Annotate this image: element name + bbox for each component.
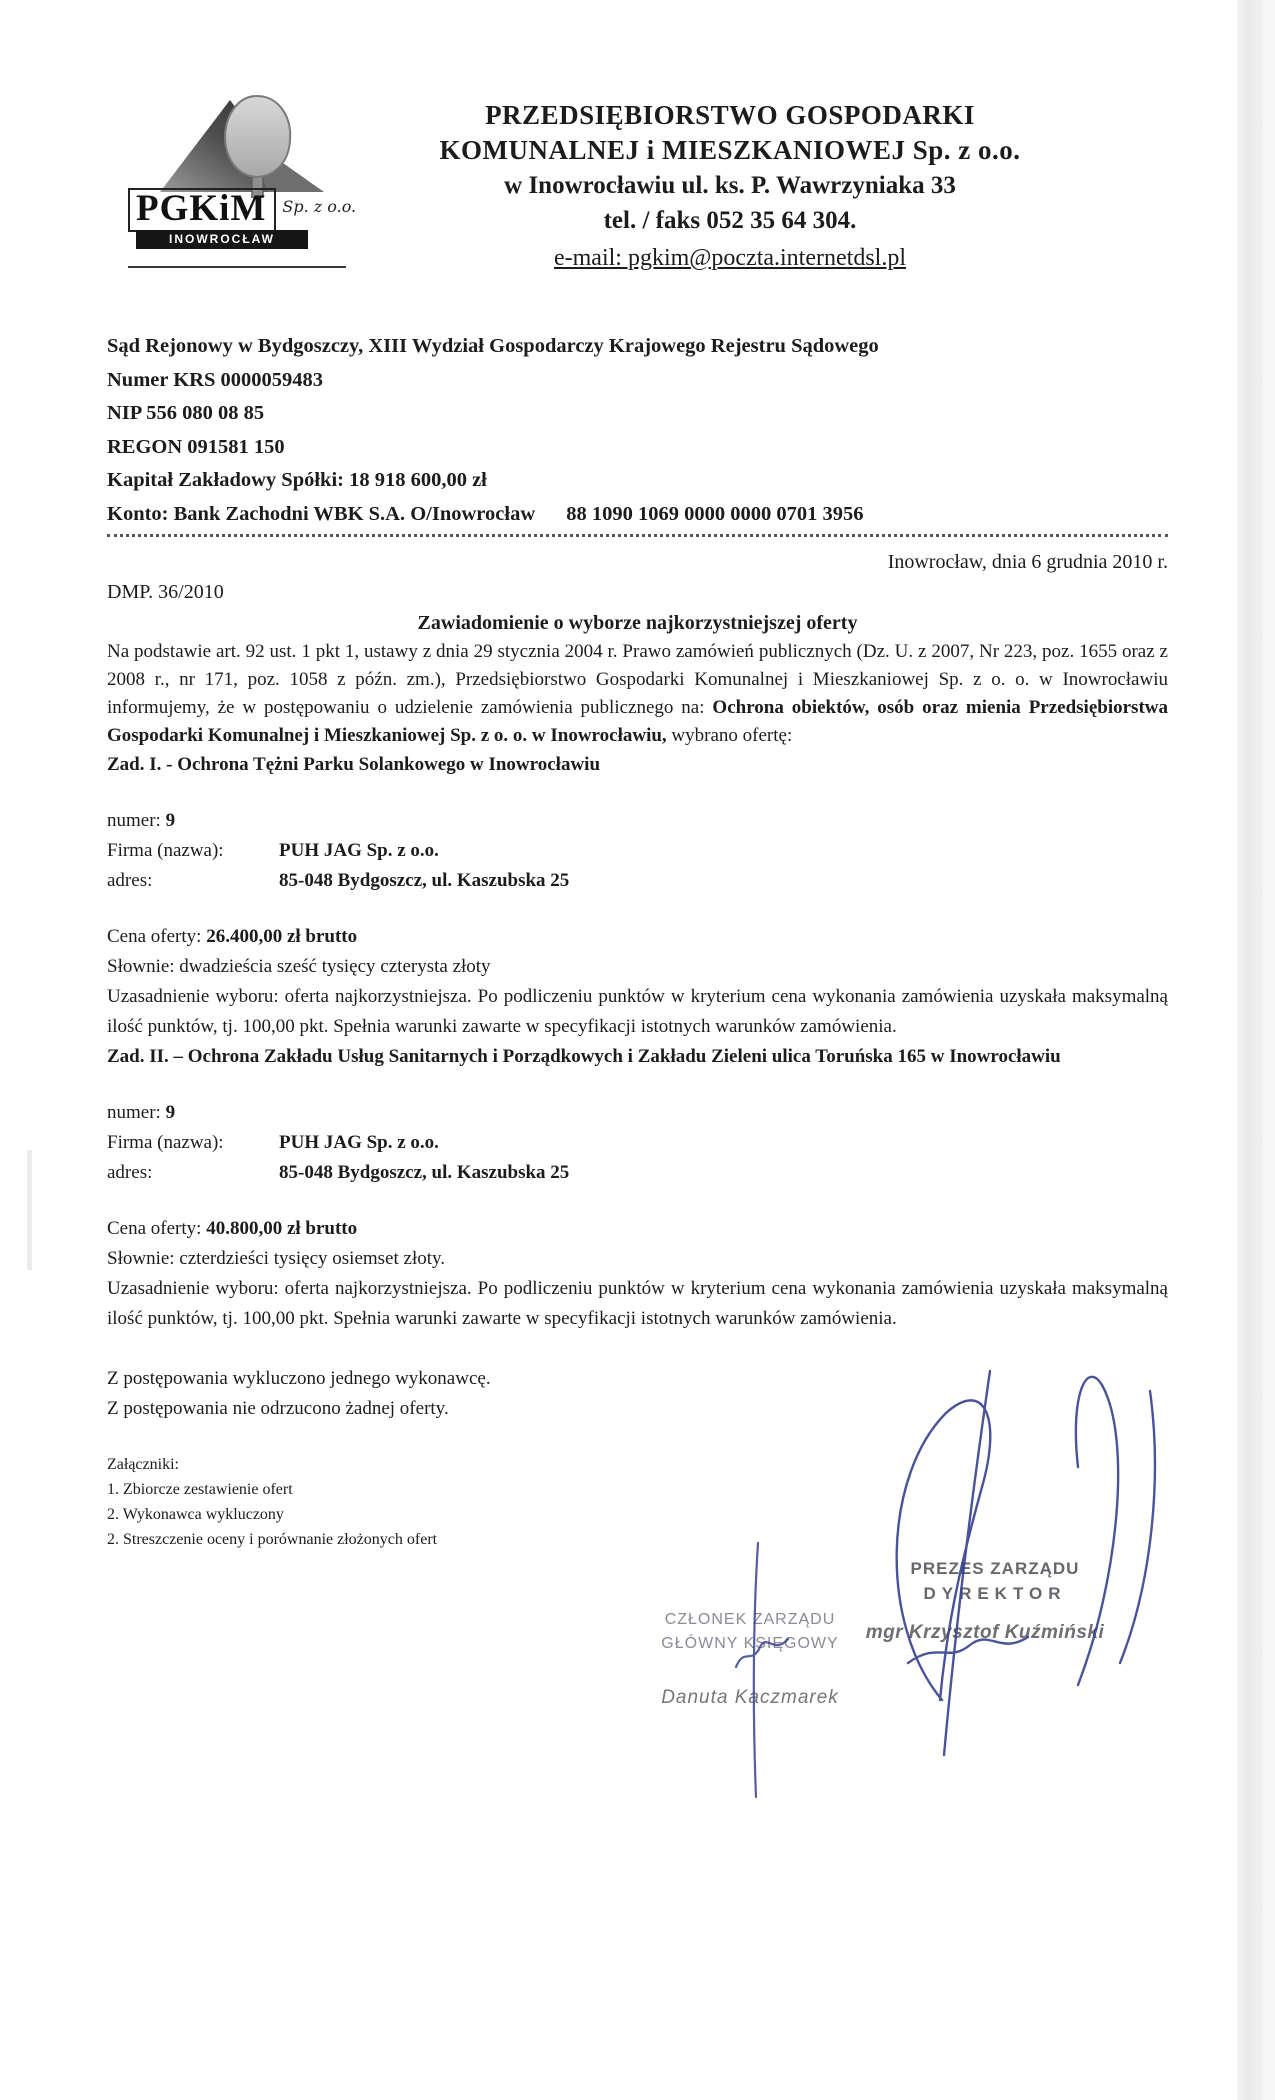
registry-nip: NIP 556 080 08 85 [107,402,265,424]
scan-smudge-artifact [27,1150,32,1270]
task1-heading: Zad. I. - Ochrona Tężni Parku Solankowego w Inowrocławiu [107,754,601,775]
logo-city-band: INOWROCŁAW [136,230,308,249]
logo-acronym: PGKiM [128,188,276,232]
task1-firm-label: Firma (nazwa): [107,840,224,861]
left-role-line1: CZŁONEK ZARZĄDU [664,1611,836,1628]
task2-address-value: 85-048 Bydgoszcz, ul. Kaszubska 25 [279,1162,570,1183]
attachment-item: 1. Zbiorcze zestawienie ofert [107,1481,293,1498]
task2-price-value: 40.800,00 zł brutto [206,1218,358,1239]
right-signature-stamp [865,1556,1110,1645]
task2-price-label: Cena oferty: [107,1218,202,1239]
task2-firm-row [107,1128,1168,1158]
task1-identification [107,806,1168,896]
task2-address-label: adres: [107,1162,153,1183]
left-signatory-name: Danuta Kaczmarek [661,1687,839,1708]
task2-firm-label: Firma (nazwa): [107,1132,224,1153]
registry-court: Sąd Rejonowy w Bydgoszczy, XIII Wydział Gospodarczy Krajowego Rejestru Sądowego [107,335,879,357]
left-role-line2: GŁÓWNY KSIĘGOWY [661,1635,839,1652]
task2-number-row [107,1098,1168,1128]
task2-justification: Uzasadnienie wyboru: oferta najkorzystniejsza. Po podliczeniu punktów w kryterium cena wykonania zamówienia uzyskała maksymalną ilość punktów, tj. 100,00 pkt. Spełnia warunki zawarte w specyfikacji istotnych warunków zamówienia. [107,1278,1168,1329]
company-phone-line: tel. / faks 052 35 64 304. [603,207,857,234]
task1-price-value: 26.400,00 zł brutto [206,926,358,947]
task1-address-row [107,866,1168,896]
task1-firm-value: PUH JAG Sp. z o.o. [279,840,439,861]
registry-krs: Numer KRS 0000059483 [107,368,324,391]
task1-number-label: numer: [107,810,161,831]
registry-account [107,498,1168,532]
task1-number-row [107,806,1168,836]
task2-offer-details [107,1214,1168,1334]
company-name-line2: KOMUNALNEJ i MIESZKANIOWEJ Sp. z o.o. [439,135,1021,165]
date-line: Inowrocław, dnia 6 grudnia 2010 r. [887,551,1168,573]
company-address-line: w Inowrocławiu ul. ks. P. Wawrzyniaka 33 [504,172,956,199]
task2-number-label: numer: [107,1102,161,1123]
task2-identification [107,1098,1168,1188]
logo-suffix: Sp. z o.o. [282,197,357,216]
registry-account-label: Konto: Bank Zachodni WBK S.A. O/Inowrocław [107,502,536,525]
task1-number-value: 9 [165,810,176,831]
intro-tail-text: wybrano ofertę: [666,725,793,746]
scan-edge-artifact-light [1263,0,1275,2100]
task2-heading: Zad. II. – Ochrona Zakładu Usług Sanitarnych i Porządkowych i Zakładu Zieleni ulica Toruńska 165 w Inowrocławiu [107,1046,1061,1067]
scan-edge-artifact [1237,0,1263,2100]
attachment-item: 2. Streszczenie oceny i porównanie złożonych ofert [107,1531,438,1548]
task2-address-row [107,1158,1168,1188]
right-signatory-name: mgr Krzysztof Kuźmiński [865,1622,1105,1643]
company-email-line: e-mail: pgkim@poczta.internetdsl.pl [553,245,906,271]
task1-price-row [107,922,1168,952]
closing-rejected: Z postępowania nie odrzucono żadnej oferty. [107,1398,449,1419]
right-role-line1: PREZES ZARZĄDU [910,1559,1080,1578]
task1-address-value: 85-048 Bydgoszcz, ul. Kaszubska 25 [279,870,570,891]
left-signature-stamp [620,1608,880,1710]
company-logo [128,88,358,273]
task2-price-words: Słownie: czterdzieści tysięcy osiemset złoty. [107,1248,446,1269]
attachment-item: 2. Wykonawca wykluczony [107,1506,284,1523]
closing-excluded: Z postępowania wykluczono jednego wykonawcę. [107,1368,491,1389]
attachments-list [107,1452,1168,1552]
notice-body [107,608,1168,1552]
notice-intro-paragraph [107,638,1168,750]
task1-firm-row [107,836,1168,866]
task1-price-words: Słownie: dwadzieścia sześć tysięcy czterysta złoty [107,956,491,977]
mountain-tree-logo-icon [146,88,336,198]
dotted-separator [107,534,1168,537]
letterhead [330,98,1130,278]
registry-block [107,330,1168,531]
task1-justification: Uzasadnienie wyboru: oferta najkorzystniejsza. Po podliczeniu punktów w kryterium cena wykonania zamówienia uzyskała maksymalną ilość punktów, tj. 100,00 pkt. Spełnia warunki zawarte w specyfikacji istotnych warunków zamówienia. [107,986,1168,1037]
intro-normal-text: Na podstawie art. 92 ust. 1 pkt 1, ustawy z dnia 29 stycznia 2004 r. Prawo zamówień publicznych (Dz. U. z 2007, Nr 223, poz. 1655 oraz z 2008 r., nr 171, poz. 1058 z późn. zm.), Przedsiębiorstwo Gospodarki Komunalnej i Mieszkaniowej Sp. z o. o. w Inowrocławiu informujemy, że w postępowaniu o udzielenie zamówienia publicznego na: [107,641,1168,718]
notice-title: Zawiadomienie o wyborze najkorzystniejszej oferty [417,612,858,634]
task1-offer-details [107,922,1168,1042]
logo-underline-rule [128,266,346,268]
task1-address-label: adres: [107,870,153,891]
task1-price-label: Cena oferty: [107,926,202,947]
task2-firm-value: PUH JAG Sp. z o.o. [279,1132,439,1153]
closing-statements [107,1364,1168,1424]
registry-capital: Kapitał Zakładowy Spółki: 18 918 600,00 zł [107,469,487,491]
task2-price-row [107,1214,1168,1244]
task2-number-value: 9 [165,1102,176,1123]
reference-number: DMP. 36/2010 [107,581,224,603]
attachments-label: Załączniki: [107,1456,179,1473]
intro-bold-text: Ochrona obiektów, osób oraz mienia Przedsiębiorstwa Gospodarki Komunalnej i Mieszkaniowej Sp. z o. o. w Inowrocławiu, [107,697,1168,746]
registry-account-number: 88 1090 1069 0000 0000 0701 3956 [566,502,864,525]
registry-regon: REGON 091581 150 [107,435,285,458]
right-role-line2: DYREKTOR [923,1584,1067,1603]
company-name-line1: PRZEDSIĘBIORSTWO GOSPODARKI [485,100,975,130]
